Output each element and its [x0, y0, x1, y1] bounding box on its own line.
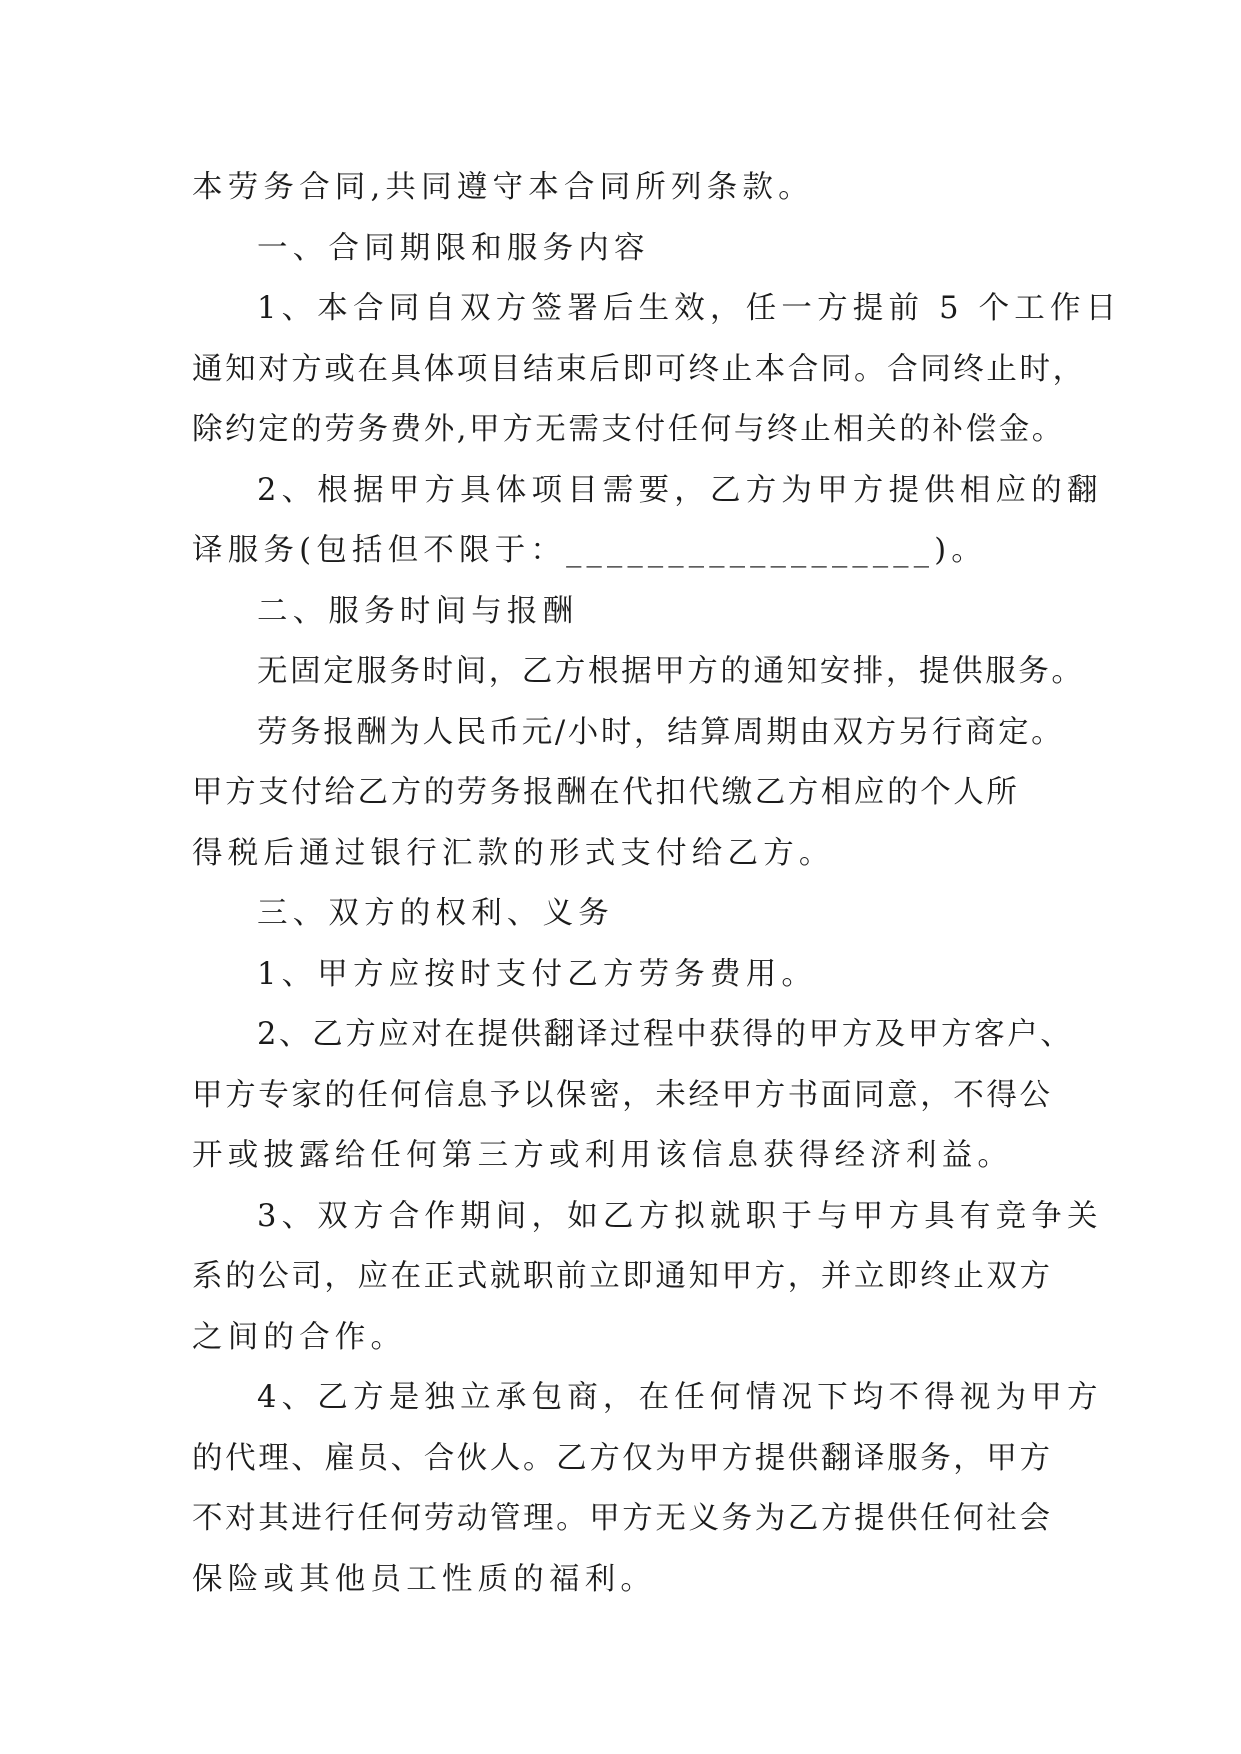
section-heading: 一、合同期限和服务内容 [257, 230, 650, 266]
text-line: 的代理、雇员、合伙人。乙方仅为甲方提供翻译服务，甲方 [192, 1440, 1053, 1476]
text-line: 开或披露给任何第三方或利用该信息获得经济利益。 [192, 1138, 1014, 1173]
text-line: 通知对方或在具体项目结束后即可终止本合同。合同终止时， [192, 351, 1086, 387]
text-line: 1、本合同自双方签署后生效，任一方提前 5 个工作日 [257, 291, 1122, 326]
text-line: 2、乙方应对在提供翻译过程中获得的甲方及甲方客户、 [257, 1017, 1074, 1052]
text-line: 2、根据甲方具体项目需要，乙方为甲方提供相应的翻 [257, 472, 1103, 508]
text-line: 译服务(包括但不限于：__________________)。 [192, 533, 987, 568]
section-heading: 三、双方的权利、义务 [257, 896, 614, 931]
text-line: 保险或其他员工性质的福利。 [192, 1561, 657, 1597]
text-line: 不对其进行任何劳动管理。甲方无义务为乙方提供任何社会 [192, 1501, 1053, 1536]
text-line: 3、双方合作期间，如乙方拟就职于与甲方具有竞争关 [257, 1198, 1103, 1234]
text-line: 无固定服务时间，乙方根据甲方的通知安排，提供服务。 [257, 654, 1085, 689]
text-line: 系的公司，应在正式就职前立即通知甲方，并立即终止双方 [192, 1259, 1053, 1294]
text-line: 甲方专家的任何信息予以保密，未经甲方书面同意，不得公 [192, 1077, 1053, 1113]
section-heading: 二、服务时间与报酬 [257, 593, 579, 629]
text-line: 得税后通过银行汇款的形式支付给乙方。 [192, 835, 835, 871]
document-body [192, 158, 1122, 1610]
text-line: 4、乙方是独立承包商，在任何情况下均不得视为甲方 [257, 1380, 1103, 1415]
text-line: 1、甲方应按时支付乙方劳务费用。 [257, 956, 818, 992]
text-line: 之间的合作。 [192, 1319, 407, 1355]
text-line: 除约定的劳务费外,甲方无需支付任何与终止相关的补偿金。 [192, 412, 1065, 447]
text-line: 本劳务合同,共同遵守本合同所列条款。 [192, 170, 814, 205]
text-line: 甲方支付给乙方的劳务报酬在代扣代缴乙方相应的个人所 [192, 775, 1020, 810]
text-line: 劳务报酬为人民币元/小时，结算周期由双方另行商定。 [257, 714, 1065, 750]
